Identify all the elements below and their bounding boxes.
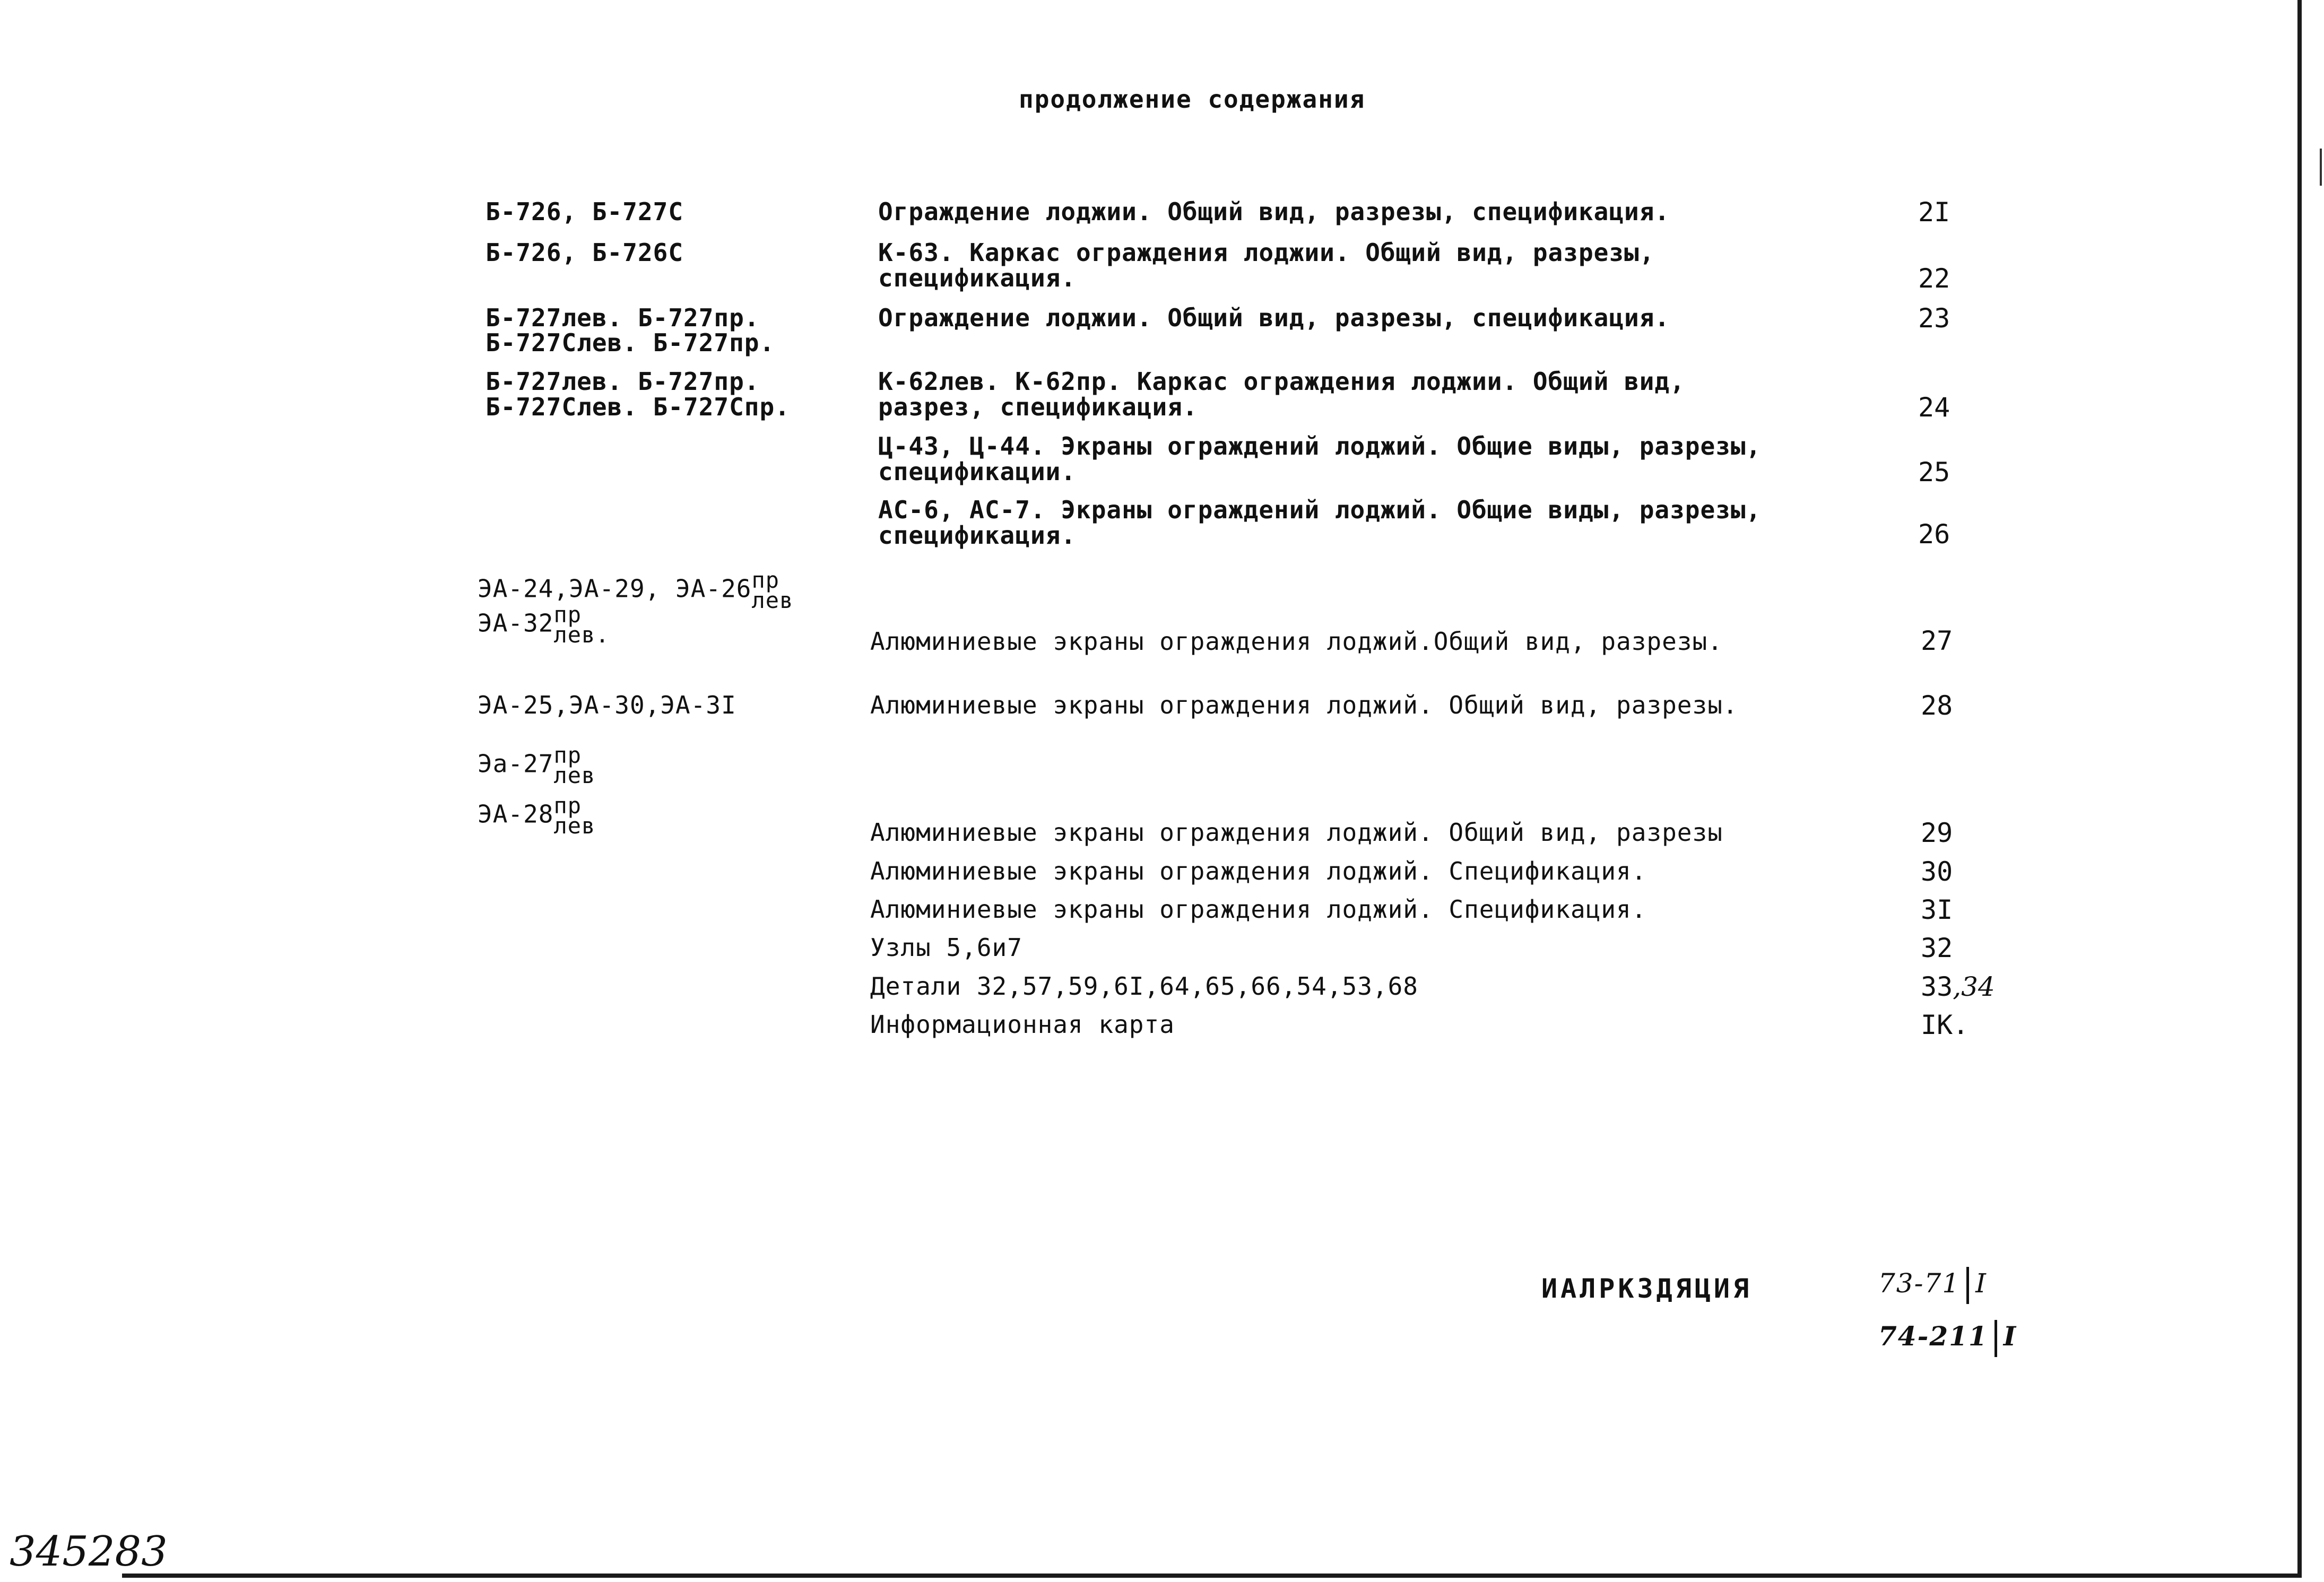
list-row-1-desc: Алюминиевые экраны ограждения лоджий. Общий вид, разрезы	[870, 818, 1723, 847]
ea-row-1-code-text: ЭА-24,ЭА-29, ЭА-26	[478, 574, 752, 603]
list-row-4-desc: Узлы 5,6и7	[870, 933, 1022, 962]
list-row-5-desc: Детали 32,57,59,6I,64,65,66,54,53,68	[870, 972, 1418, 1001]
ea-row-2-page: 27	[1921, 625, 1953, 656]
ea-row-5-code	[478, 793, 596, 839]
row-2-code: Б-726, Б-726С	[485, 238, 684, 267]
ea-row-3-desc: Алюминиевые экраны ограждения лоджий. Общий вид, разрезы.	[870, 691, 1738, 719]
list-row-6-desc: Информационная карта	[870, 1010, 1175, 1039]
ea-row-4-index	[553, 742, 596, 788]
ea-row-4-code-text: Эа-27	[478, 749, 554, 778]
ea-row-3-page: 28	[1921, 690, 1953, 721]
list-row-4-page: 32	[1921, 933, 1953, 963]
inventory-number: 345283	[10, 1528, 168, 1576]
list-row-2-page: 30	[1921, 856, 1953, 887]
row-2-desc-line2: спецификация.	[878, 264, 1077, 292]
row-5-page: 25	[1918, 457, 1950, 488]
page-heading: продолжение содержания	[1019, 85, 1366, 114]
ea-row-4-code	[478, 742, 596, 788]
list-row-5-page	[1921, 973, 2037, 1000]
ea-row-2-desc: Алюминиевые экраны ограждения лоджий.Общий вид, разрезы.	[870, 627, 1723, 656]
row-4-code-line1: Б-727лев. Б-727пр.	[485, 367, 760, 396]
row-6-desc-line2: спецификация.	[878, 521, 1077, 550]
row-5-desc-line1: Ц-43, Ц-44. Экраны ограждений лоджий. Общие виды, разрезы,	[878, 432, 1762, 460]
ea-row-2-code-text: ЭА-32	[478, 609, 554, 638]
ea-row-1-index	[751, 567, 794, 613]
ea-row-1-sup: пр	[751, 567, 780, 593]
list-row-1-page: 29	[1921, 818, 1953, 848]
list-row-2-desc: Алюминиевые экраны ограждения лоджий. Спецификация.	[870, 857, 1647, 885]
ea-row-2-sub: лев.	[553, 622, 610, 648]
ea-row-4-sub: лев	[553, 762, 596, 788]
ea-row-1-sub: лев	[751, 587, 794, 613]
stamp-line-1	[1878, 1267, 1987, 1304]
stamp-label: ИАЛРКЗДЯЦИЯ	[1541, 1273, 1753, 1304]
row-5-desc-line2: спецификации.	[878, 457, 1077, 486]
ea-row-2-index	[553, 602, 610, 648]
row-3-code-line2: Б-727Слев. Б-727пр.	[485, 328, 775, 357]
ea-row-5-index	[553, 793, 596, 839]
stamp-line-2-divider	[1995, 1320, 1997, 1357]
row-3-desc: Ограждение лоджии. Общий вид, разрезы, спецификация.	[878, 303, 1670, 332]
ea-row-5-sub: лев	[553, 813, 596, 839]
ea-row-3-code: ЭА-25,ЭА-30,ЭА-3I	[478, 691, 736, 719]
row-3-code-line1: Б-727лев. Б-727пр.	[485, 303, 760, 332]
ea-row-5-sup: пр	[553, 793, 582, 819]
list-row-5-page-typed: 33	[1921, 971, 1953, 1002]
row-6-page: 26	[1918, 519, 1950, 550]
row-6-desc-line1: АС-6, АС-7. Экраны ограждений лоджий. Общие виды, разрезы,	[878, 496, 1762, 524]
row-2-page: 22	[1918, 263, 1950, 294]
ea-row-5-code-text: ЭА-28	[478, 799, 554, 829]
stamp-line-1-divider	[1966, 1267, 1969, 1304]
stamp-line-2-left: 74-211	[1878, 1320, 1988, 1352]
frame-right-border	[2297, 0, 2302, 1576]
row-4-desc-line2: разрез, спецификация.	[878, 393, 1198, 421]
stamp-line-1-left: 73-71	[1878, 1268, 1961, 1299]
row-1-page: 2I	[1918, 197, 1950, 228]
list-row-3-desc: Алюминиевые экраны ограждения лоджий. Спецификация.	[870, 895, 1647, 924]
stamp-line-2-right: I	[2003, 1320, 2017, 1352]
list-row-3-page: 3I	[1921, 894, 1953, 925]
ea-row-2-sup: пр	[553, 602, 582, 628]
row-2-desc-line1: К-63. Каркас ограждения лоджии. Общий вид, разрезы,	[878, 238, 1655, 267]
row-1-code: Б-726, Б-727С	[485, 197, 684, 226]
list-row-6-page: IK.	[1921, 1010, 1969, 1040]
stamp-line-2	[1878, 1320, 2017, 1357]
ea-row-2-code	[478, 602, 610, 648]
row-3-page: 23	[1918, 303, 1950, 334]
row-1-desc: Ограждение лоджии. Общий вид, разрезы, спецификация.	[878, 197, 1670, 226]
row-4-code-line2: Б-727Слев. Б-727Спр.	[485, 393, 790, 421]
frame-bottom-border	[122, 1574, 2302, 1578]
row-4-page: 24	[1918, 392, 1950, 423]
ea-row-4-sup: пр	[553, 742, 582, 768]
edge-mark	[2320, 149, 2322, 186]
list-row-5-page-handwritten: ,34	[1953, 971, 1995, 1002]
row-4-desc-line1: К-62лев. К-62пр. Каркас ограждения лоджии. Общий вид,	[878, 367, 1685, 396]
stamp-line-1-right: I	[1975, 1268, 1987, 1299]
